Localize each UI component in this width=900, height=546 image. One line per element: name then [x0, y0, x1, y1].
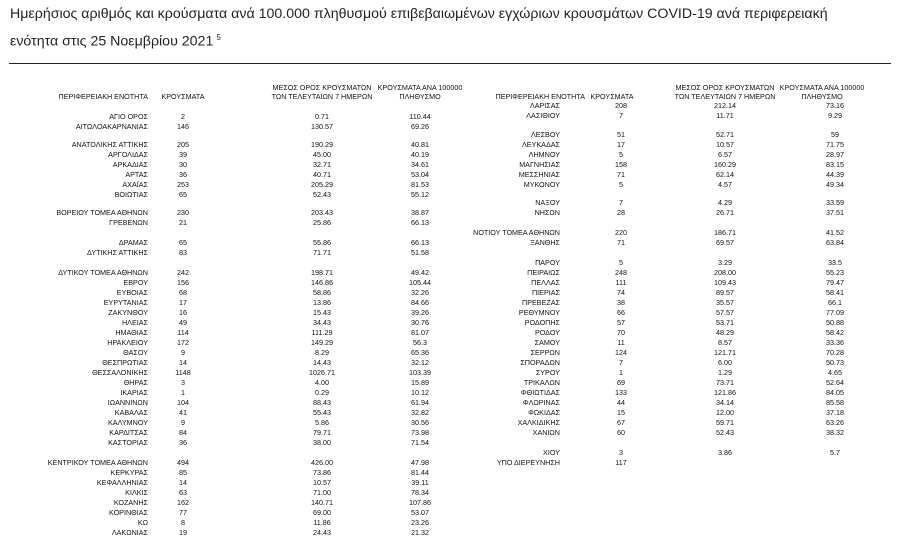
left-cell-cases: 16 — [179, 308, 187, 317]
right-cell-per: 9.29 — [828, 111, 842, 120]
left-cell-avg: 0.29 — [315, 388, 329, 397]
left-cell-avg: 15.43 — [313, 308, 331, 317]
left-cell-per: 51.58 — [411, 248, 429, 257]
right-cell-per: 49.34 — [826, 180, 844, 189]
right-cell-per: 37.18 — [826, 408, 844, 417]
left-cell-avg: 1026.71 — [309, 368, 335, 377]
right-cell-area: ΠΑΡΟΥ — [535, 258, 560, 267]
right-cell-per: 50.88 — [826, 318, 844, 327]
left-cell-cases: 9 — [181, 348, 185, 357]
left-cell-per: 78.34 — [411, 488, 429, 497]
left-cell-avg: 5.86 — [315, 418, 329, 427]
left-cell-avg: 111.29 — [311, 328, 333, 337]
right-cell-cases: 66 — [617, 308, 625, 317]
left-cell-per: 81.44 — [411, 468, 429, 477]
right-header-per-line2: ΠΛΗΘΥΣΜΟ — [801, 91, 843, 101]
left-cell-area: ΔΡΑΜΑΣ — [118, 238, 148, 247]
left-cell-per: 38.87 — [411, 208, 429, 217]
right-cell-per: 83.15 — [826, 160, 844, 169]
right-cell-area: ΛΕΥΚΑΔΑΣ — [521, 140, 560, 149]
right-cell-per: 28.97 — [826, 150, 844, 159]
left-cell-area: ΘΗΡΑΣ — [123, 378, 148, 387]
left-cell-area: ΚΕΝΤΡΙΚΟΥ ΤΟΜΕΑ ΑΘΗΝΩΝ — [47, 458, 148, 467]
left-header-area: ΠΕΡΙΦΕΡΕΙΑΚΗ ΕΝΟΤΗΤΑ — [58, 92, 148, 101]
right-cell-avg: 11.71 — [716, 111, 734, 120]
right-cell-cases: 11 — [617, 338, 625, 347]
right-cell-avg: 52.43 — [716, 428, 734, 437]
right-cell-per: 66.1 — [828, 298, 842, 307]
left-cell-per: 61.94 — [411, 398, 429, 407]
right-cell-area: ΤΡΙΚΑΛΩΝ — [523, 378, 560, 387]
left-cell-area: ΗΜΑΘΙΑΣ — [115, 328, 148, 337]
right-cell-avg: 212.14 — [714, 101, 736, 110]
left-cell-per: 39.11 — [411, 478, 429, 487]
left-cell-avg: 38.00 — [313, 438, 331, 447]
left-cell-area: ΚΑΣΤΟΡΙΑΣ — [108, 438, 148, 447]
left-cell-cases: 77 — [179, 508, 187, 517]
right-cell-cases: 248 — [615, 268, 627, 277]
right-cell-cases: 74 — [617, 288, 625, 297]
right-cell-cases: 111 — [615, 278, 627, 287]
left-header-cases: ΚΡΟΥΣΜΑΤΑ — [161, 92, 205, 101]
right-cell-per: 33.36 — [826, 338, 844, 347]
left-cell-area: ΕΥΒΟΙΑΣ — [116, 288, 148, 297]
right-cell-cases: 17 — [617, 140, 625, 149]
right-cell-area: ΝΟΤΙΟΥ ΤΟΜΕΑ ΑΘΗΝΩΝ — [473, 228, 560, 237]
right-cell-avg: 53.71 — [716, 318, 734, 327]
right-cell-avg: 4.29 — [718, 198, 732, 207]
right-cell-cases: 5 — [619, 258, 623, 267]
right-cell-area: ΣΠΟΡΑΔΩΝ — [520, 358, 560, 367]
right-cell-avg: 52.71 — [716, 130, 734, 139]
right-cell-cases: 71 — [617, 238, 625, 247]
right-cell-cases: 1 — [619, 368, 623, 377]
left-cell-cases: 65 — [179, 238, 187, 247]
left-cell-cases: 36 — [179, 170, 187, 179]
left-cell-area: ΔΥΤΙΚΗΣ ΑΤΤΙΚΗΣ — [87, 248, 148, 257]
left-cell-area: ΑΡΓΟΛΙΔΑΣ — [108, 150, 148, 159]
right-cell-per: 73.16 — [826, 101, 844, 110]
left-cell-area: ΚΟΡΙΝΘΙΑΣ — [109, 508, 148, 517]
left-cell-area: ΙΚΑΡΙΑΣ — [120, 388, 148, 397]
right-cell-cases: 7 — [619, 198, 623, 207]
right-cell-cases: 133 — [615, 388, 627, 397]
left-cell-area: ΔΥΤΙΚΟΥ ΤΟΜΕΑ ΑΘΗΝΩΝ — [58, 268, 148, 277]
right-header-per-line1: ΚΡΟΥΣΜΑΤΑ ΑΝΑ 100000 — [779, 83, 865, 92]
title-line-1: Ημερήσιος αριθμός και κρούσματα ανά 100.000 πληθυσμού επιβεβαιωμένων εγχώριων κρουσμάτων COVID-19 ανά περιφερειακή — [10, 6, 828, 22]
left-cell-per: 39.26 — [411, 308, 429, 317]
left-cell-avg: 205.29 — [311, 180, 333, 189]
left-cell-per: 84.66 — [411, 298, 429, 307]
left-cell-per: 81.53 — [411, 180, 429, 189]
right-cell-avg: 48.29 — [716, 328, 734, 337]
right-cell-area: ΥΠΟ ΔΙΕΡΕΥΝΗΣΗ — [496, 458, 560, 467]
left-cell-area: ΑΡΤΑΣ — [125, 170, 148, 179]
left-cell-per: 21.32 — [411, 528, 429, 537]
left-cell-avg: 149.29 — [311, 338, 333, 347]
left-cell-cases: 156 — [177, 278, 189, 287]
right-cell-avg: 6.57 — [718, 150, 732, 159]
left-cell-cases: 1 — [181, 388, 185, 397]
right-cell-area: ΜΥΚΟΝΟΥ — [523, 180, 560, 189]
left-cell-avg: 8.29 — [315, 348, 329, 357]
right-cell-avg: 62.14 — [716, 170, 734, 179]
right-cell-avg: 121.71 — [714, 348, 736, 357]
right-cell-cases: 5 — [619, 180, 623, 189]
right-cell-per: 52.64 — [826, 378, 844, 387]
right-cell-per — [790, 458, 880, 467]
left-cell-avg: 69.00 — [313, 508, 331, 517]
left-cell-area: ΑΙΤΩΛΟΑΚΑΡΝΑΝΙΑΣ — [75, 122, 148, 131]
right-cell-cases: 124 — [615, 348, 627, 357]
title-line-2: ενότητα στις 25 Νοεμβρίου 2021 — [10, 33, 214, 50]
left-cell-avg: 79.71 — [313, 428, 331, 437]
left-cell-area: ΑΡΚΑΔΙΑΣ — [112, 160, 148, 169]
right-cell-cases: 3 — [619, 448, 623, 457]
right-cell-area: ΡΟΔΟΠΗΣ — [524, 318, 560, 327]
right-cell-cases: 7 — [619, 111, 623, 120]
right-header-per — [752, 84, 892, 101]
left-cell-area: ΙΩΑΝΝΙΝΩΝ — [107, 398, 148, 407]
right-cell-cases: 71 — [617, 170, 625, 179]
right-cell-area: ΠΙΕΡΙΑΣ — [531, 288, 560, 297]
right-cell-avg: 34.14 — [716, 398, 734, 407]
left-cell-area: ΗΛΕΙΑΣ — [121, 318, 148, 327]
left-cell-per: 49.42 — [411, 268, 429, 277]
right-cell-avg: 12.00 — [716, 408, 734, 417]
left-cell-cases: 36 — [179, 438, 187, 447]
right-cell-area: ΣΑΜΟΥ — [534, 338, 560, 347]
right-cell-avg: 35.57 — [716, 298, 734, 307]
right-cell-area: ΣΥΡΟΥ — [535, 368, 560, 377]
left-cell-per: 34.61 — [411, 160, 429, 169]
left-cell-cases: 14 — [179, 358, 187, 367]
right-cell-area: ΜΑΓΝΗΣΙΑΣ — [519, 160, 560, 169]
left-cell-per: 40.81 — [411, 140, 429, 149]
right-cell-avg: 8.57 — [718, 338, 732, 347]
right-cell-per: 58.41 — [826, 288, 844, 297]
right-cell-area: ΡΕΘΥΜΝΟΥ — [518, 308, 560, 317]
right-cell-area: ΝΗΣΩΝ — [534, 208, 560, 217]
right-cell-area: ΣΕΡΡΩΝ — [530, 348, 560, 357]
left-header-per-line1: ΚΡΟΥΣΜΑΤΑ ΑΝΑ 100000 — [377, 83, 463, 92]
left-cell-area: ΓΡΕΒΕΝΩΝ — [109, 218, 148, 227]
right-cell-avg: 10.57 — [716, 140, 734, 149]
left-cell-area: ΘΑΣΟΥ — [123, 348, 148, 357]
right-cell-cases: 44 — [617, 398, 625, 407]
right-cell-per: 79.47 — [826, 278, 844, 287]
right-header-cases: ΚΡΟΥΣΜΑΤΑ — [590, 92, 634, 101]
left-cell-cases: 21 — [179, 218, 187, 227]
right-cell-avg: 160.29 — [714, 160, 736, 169]
right-cell-area: ΡΟΔΟΥ — [534, 328, 560, 337]
left-cell-area: ΑΝΑΤΟΛΙΚΗΣ ΑΤΤΙΚΗΣ — [71, 140, 148, 149]
right-cell-per: 33.59 — [826, 198, 844, 207]
right-header-avg-line2: ΤΩΝ ΤΕΛΕΥΤΑΙΩΝ 7 ΗΜΕΡΩΝ — [674, 91, 776, 101]
right-cell-per: 58.42 — [826, 328, 844, 337]
left-cell-cases: 85 — [179, 468, 187, 477]
left-cell-avg: 52.43 — [313, 190, 331, 199]
left-cell-avg: 88.43 — [313, 398, 331, 407]
right-cell-cases: 7 — [619, 358, 623, 367]
left-cell-avg: 24.43 — [313, 528, 331, 537]
left-cell-cases: 63 — [179, 488, 187, 497]
left-cell-per: 32.82 — [411, 408, 429, 417]
right-cell-per: 38.32 — [826, 428, 844, 437]
right-cell-avg: 73.71 — [716, 378, 734, 387]
right-cell-area: ΛΑΣΙΘΙΟΥ — [526, 111, 560, 120]
right-cell-area: ΜΕΣΣΗΝΙΑΣ — [518, 170, 560, 179]
left-cell-area: ΑΓΙΟ ΟΡΟΣ — [109, 112, 148, 121]
right-cell-cases: 208 — [615, 101, 627, 110]
right-cell-area: ΠΕΙΡΑΙΩΣ — [527, 268, 560, 277]
right-cell-avg: 208.00 — [714, 268, 736, 277]
right-cell-per: 4.65 — [828, 368, 842, 377]
left-cell-avg: 4.00 — [315, 378, 329, 387]
right-cell-area: ΦΩΚΙΔΑΣ — [528, 408, 560, 417]
left-cell-cases: 494 — [177, 458, 189, 467]
right-cell-per: 70.28 — [826, 348, 844, 357]
left-cell-cases: 2 — [181, 112, 185, 121]
left-cell-per: 32.12 — [411, 358, 429, 367]
left-cell-per: 30.76 — [411, 318, 429, 327]
left-cell-per: 53.07 — [411, 508, 429, 517]
right-cell-per: 59 — [831, 130, 839, 139]
left-cell-cases: 104 — [177, 398, 189, 407]
right-cell-cases: 5 — [619, 150, 623, 159]
left-cell-cases: 65 — [179, 190, 187, 199]
right-cell-per: 41.52 — [826, 228, 844, 237]
table-top-rule — [9, 63, 891, 64]
right-cell-area: ΛΗΜΝΟΥ — [528, 150, 560, 159]
left-cell-cases: 114 — [177, 328, 189, 337]
left-cell-area: ΚΑΡΔΙΤΣΑΣ — [109, 428, 148, 437]
right-cell-area: ΝΑΞΟΥ — [535, 198, 560, 207]
right-cell-avg: 3.86 — [718, 448, 732, 457]
left-cell-avg: 55.43 — [313, 408, 331, 417]
left-cell-avg: 45.00 — [313, 150, 331, 159]
left-cell-per: 81.07 — [411, 328, 429, 337]
right-cell-avg — [685, 458, 765, 467]
right-cell-per: 33.5 — [828, 258, 842, 267]
right-cell-avg: 26.71 — [716, 208, 734, 217]
left-cell-per: 73.98 — [411, 428, 429, 437]
left-cell-per: 32.26 — [411, 288, 429, 297]
left-cell-avg: 58.86 — [313, 288, 331, 297]
right-cell-cases: 220 — [615, 228, 627, 237]
left-cell-avg: 190.29 — [311, 140, 333, 149]
left-cell-avg: 71.00 — [313, 488, 331, 497]
left-header-per-line2: ΠΛΗΘΥΣΜΟ — [399, 91, 441, 101]
right-cell-avg: 121.86 — [714, 388, 736, 397]
left-cell-cases: 19 — [179, 528, 187, 537]
left-cell-area: ΗΡΑΚΛΕΙΟΥ — [107, 338, 148, 347]
footnote-marker: 5 — [216, 33, 221, 42]
left-cell-per: 110.44 — [409, 112, 431, 121]
right-cell-cases: 117 — [615, 458, 627, 467]
left-cell-avg: 25.86 — [313, 218, 331, 227]
right-cell-area: ΛΑΡΙΣΑΣ — [529, 101, 560, 110]
left-cell-per: 105.44 — [409, 278, 431, 287]
left-cell-area: ΚΙΛΚΙΣ — [125, 488, 148, 497]
left-cell-avg: 203.43 — [311, 208, 333, 217]
left-cell-per: 15.89 — [411, 378, 429, 387]
left-cell-avg: 34.43 — [313, 318, 331, 327]
right-cell-area: ΧΙΟΥ — [543, 448, 560, 457]
right-cell-per: 63.84 — [826, 238, 844, 247]
right-cell-per: 37.51 — [826, 208, 844, 217]
left-cell-area: ΑΧΑΪΑΣ — [122, 180, 148, 189]
left-cell-area: ΘΕΣΠΡΩΤΙΑΣ — [102, 358, 148, 367]
left-cell-avg: 11.86 — [313, 518, 331, 527]
right-cell-per: 50.73 — [826, 358, 844, 367]
right-header-area: ΠΕΡΙΦΕΡΕΙΑΚΗ ΕΝΟΤΗΤΑ — [495, 92, 585, 101]
left-cell-cases: 146 — [177, 122, 189, 131]
left-header-avg-line2: ΤΩΝ ΤΕΛΕΥΤΑΙΩΝ 7 ΗΜΕΡΩΝ — [271, 91, 373, 101]
left-cell-per: 66.13 — [411, 238, 429, 247]
left-cell-cases: 83 — [179, 248, 187, 257]
right-cell-avg: 3.29 — [718, 258, 732, 267]
left-cell-avg: 198.71 — [311, 268, 333, 277]
right-cell-area: ΦΛΩΡΙΝΑΣ — [522, 398, 560, 407]
left-cell-area: ΘΕΣΣΑΛΟΝΙΚΗΣ — [92, 368, 148, 377]
left-cell-per: 107.86 — [409, 498, 431, 507]
left-cell-avg: 14.43 — [313, 358, 331, 367]
left-cell-per: 71.54 — [411, 438, 429, 447]
right-cell-cases: 15 — [617, 408, 625, 417]
right-cell-cases: 57 — [617, 318, 625, 327]
left-cell-cases: 17 — [179, 298, 187, 307]
right-cell-area: ΧΑΝΙΩΝ — [532, 428, 560, 437]
left-cell-cases: 8 — [181, 518, 185, 527]
left-cell-cases: 172 — [177, 338, 189, 347]
right-cell-avg: 69.57 — [716, 238, 734, 247]
left-cell-area: ΖΑΚΥΝΘΟΥ — [108, 308, 148, 317]
left-cell-avg: 10.57 — [313, 478, 331, 487]
left-cell-cases: 41 — [179, 408, 187, 417]
left-cell-area: ΚΑΒΑΛΑΣ — [114, 408, 148, 417]
left-cell-cases: 242 — [177, 268, 189, 277]
right-cell-avg: 57.57 — [716, 308, 734, 317]
left-cell-avg: 0.71 — [315, 112, 329, 121]
left-cell-cases: 30 — [179, 160, 187, 169]
left-cell-cases: 49 — [179, 318, 187, 327]
left-cell-area: ΒΟΙΩΤΙΑΣ — [114, 190, 148, 199]
right-header-avg-line1: ΜΕΣΟΣ ΟΡΟΣ ΚΡΟΥΣΜΑΤΩΝ — [675, 83, 775, 92]
right-cell-per: 71.75 — [826, 140, 844, 149]
left-cell-per: 55.12 — [411, 190, 429, 199]
left-cell-area: ΚΩ — [137, 518, 148, 527]
right-cell-avg: 6.00 — [718, 358, 732, 367]
left-cell-avg: 71.71 — [313, 248, 331, 257]
left-cell-cases: 205 — [177, 140, 189, 149]
left-cell-avg: 13.86 — [313, 298, 331, 307]
left-cell-cases: 14 — [179, 478, 187, 487]
left-cell-avg: 146.86 — [311, 278, 333, 287]
left-cell-area: ΚΕΦΑΛΛΗΝΙΑΣ — [96, 478, 148, 487]
right-cell-per: 55.23 — [826, 268, 844, 277]
left-cell-cases: 39 — [179, 150, 187, 159]
left-cell-per: 40.19 — [411, 150, 429, 159]
right-cell-avg: 109.43 — [714, 278, 736, 287]
left-cell-per: 23.26 — [411, 518, 429, 527]
left-cell-per: 47.98 — [411, 458, 429, 467]
left-cell-per: 30.56 — [411, 418, 429, 427]
left-cell-per: 69.26 — [411, 122, 429, 131]
left-cell-area: ΒΟΡΕΙΟΥ ΤΟΜΕΑ ΑΘΗΝΩΝ — [56, 208, 148, 217]
right-cell-area: ΠΡΕΒΕΖΑΣ — [522, 298, 560, 307]
left-cell-area: ΛΑΚΩΝΙΑΣ — [111, 528, 148, 537]
right-cell-cases: 51 — [617, 130, 625, 139]
left-cell-area: ΕΥΡΥΤΑΝΙΑΣ — [103, 298, 148, 307]
left-cell-area: ΚΕΡΚΥΡΑΣ — [110, 468, 148, 477]
right-cell-avg: 59.71 — [716, 418, 734, 427]
right-cell-per: 84.05 — [826, 388, 844, 397]
right-cell-area: ΞΑΝΘΗΣ — [530, 238, 560, 247]
right-cell-per: 63.26 — [826, 418, 844, 427]
left-cell-area: ΚΟΖΑΝΗΣ — [113, 498, 148, 507]
right-cell-cases: 70 — [617, 328, 625, 337]
right-cell-cases: 38 — [617, 298, 625, 307]
left-cell-area: ΚΑΛΥΜΝΟΥ — [108, 418, 148, 427]
right-cell-area: ΠΕΛΛΑΣ — [531, 278, 560, 287]
right-cell-cases: 28 — [617, 208, 625, 217]
right-cell-cases: 60 — [617, 428, 625, 437]
left-cell-per: 66.13 — [411, 218, 429, 227]
left-cell-cases: 9 — [181, 418, 185, 427]
right-cell-per: 85.58 — [826, 398, 844, 407]
left-cell-per: 56.3 — [413, 338, 427, 347]
right-cell-area: ΦΘΙΩΤΙΔΑΣ — [520, 388, 560, 397]
right-cell-cases: 158 — [615, 160, 627, 169]
left-cell-avg: 426.00 — [311, 458, 333, 467]
right-cell-per: 44.39 — [826, 170, 844, 179]
left-cell-cases: 68 — [179, 288, 187, 297]
left-cell-avg: 130.57 — [311, 122, 333, 131]
left-cell-cases: 162 — [177, 498, 189, 507]
left-cell-cases: 84 — [179, 428, 187, 437]
left-cell-per: 10.12 — [411, 388, 429, 397]
right-cell-avg: 186.71 — [714, 228, 736, 237]
left-cell-avg: 40.71 — [313, 170, 331, 179]
left-cell-per: 103.39 — [409, 368, 431, 377]
left-cell-cases: 230 — [177, 208, 189, 217]
left-cell-avg: 32.71 — [313, 160, 331, 169]
left-cell-avg: 55.86 — [313, 238, 331, 247]
right-cell-cases: 69 — [617, 378, 625, 387]
left-cell-per: 65.36 — [411, 348, 429, 357]
left-cell-cases: 1148 — [175, 368, 191, 377]
right-cell-avg: 4.57 — [718, 180, 732, 189]
right-cell-per: 5.7 — [830, 448, 840, 457]
left-cell-per: 53.04 — [411, 170, 429, 179]
left-cell-avg: 140.71 — [311, 498, 333, 507]
left-cell-area: ΕΒΡΟΥ — [123, 278, 148, 287]
left-header-avg-line1: ΜΕΣΟΣ ΟΡΟΣ ΚΡΟΥΣΜΑΤΩΝ — [272, 83, 372, 92]
left-cell-cases: 253 — [177, 180, 189, 189]
right-cell-avg: 89.57 — [716, 288, 734, 297]
right-cell-per: 77.09 — [826, 308, 844, 317]
left-cell-cases: 3 — [181, 378, 185, 387]
right-cell-area: ΧΑΛΚΙΔΙΚΗΣ — [517, 418, 560, 427]
right-cell-area: ΛΕΣΒΟΥ — [531, 130, 560, 139]
right-cell-avg: 1.29 — [718, 368, 732, 377]
right-cell-cases: 67 — [617, 418, 625, 427]
document-title — [10, 3, 890, 54]
left-cell-avg: 73.86 — [313, 468, 331, 477]
